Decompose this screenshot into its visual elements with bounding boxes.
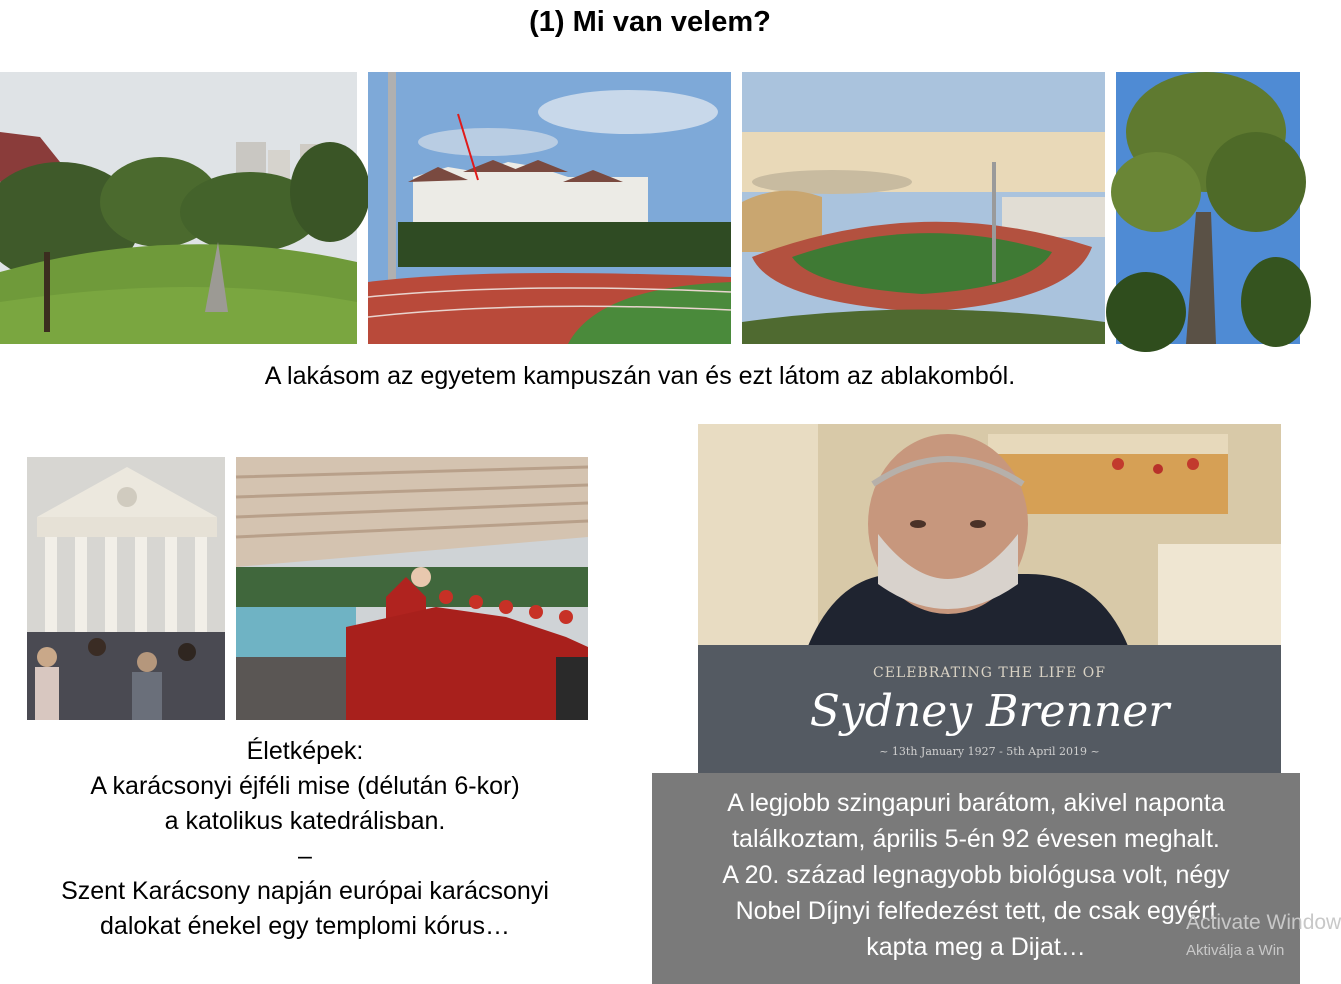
cathedral-photo (27, 457, 225, 720)
memorial-line: találkoztam, április 5-én 92 évesen meghalt. (732, 825, 1220, 853)
memorial-line: kapta meg a Dijat… (866, 933, 1086, 961)
memorial-portrait-photo (698, 424, 1281, 646)
memorial-kicker: CELEBRATING THE LIFE OF (873, 665, 1106, 681)
track-buildings-photo (368, 72, 731, 344)
memorial-line: A 20. század legnagyobb biológusa volt, négy (722, 861, 1230, 889)
activation-watermark-subtitle: Aktiválja a Win (1186, 942, 1285, 959)
campus-hill-photo (0, 72, 357, 344)
window-view-caption: A lakásom az egyetem kampuszán van és ezt látom az ablakomból. (264, 362, 1016, 390)
caption-line: Szent Karácsony napján európai karácsonyi (61, 877, 549, 905)
choir-photo (236, 457, 588, 720)
memorial-line: A legjobb szingapuri barátom, akivel naponta (727, 789, 1225, 817)
memorial-dates: ~ 13th January 1927 - 5th April 2019 ~ (879, 745, 1100, 758)
memorial-banner (698, 645, 1281, 775)
memorial-line: Nobel Díjnyi felfedezést tett, de csak egyért (735, 897, 1217, 925)
caption-line: a katolikus katedrálisban. (164, 807, 446, 835)
life-scenes-caption (0, 734, 610, 944)
memorial-name: Sydney Brenner (809, 686, 1170, 737)
caption-line: A karácsonyi éjféli mise (délután 6-kor) (90, 772, 520, 800)
caption-line: Életképek: (246, 737, 364, 765)
stadium-photo (742, 72, 1105, 344)
caption-line: – (298, 842, 312, 870)
tall-tree-photo (1116, 72, 1300, 344)
slide-title: (1) Mi van velem? (529, 6, 771, 38)
caption-line: dalokat énekel egy templomi kórus… (100, 912, 510, 940)
activation-watermark-title: Activate Window (1186, 911, 1341, 934)
